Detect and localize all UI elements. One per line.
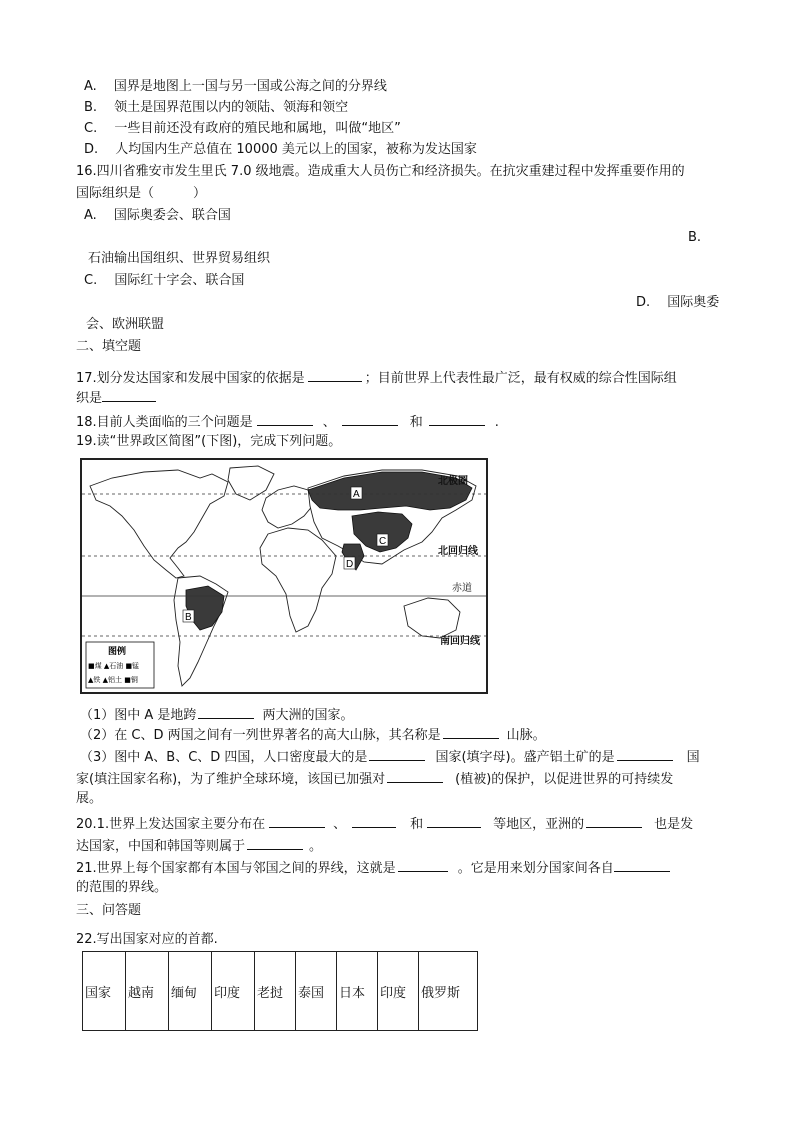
q19-sub3-line1: [80, 746, 700, 767]
q19-sub1-blank[interactable]: [198, 704, 254, 719]
table-cell: 日本: [337, 952, 378, 1031]
table-cell: 缅甸: [169, 952, 212, 1031]
q19-sub3-blank-3[interactable]: [387, 768, 443, 783]
q20-line1: [76, 813, 693, 834]
q19-sub2-text-1: （2）在 C、D 两国之间有一列世界著名的高大山脉，其名称是: [80, 728, 441, 743]
q15-option-c: C. 一些目前还没有政府的殖民地和属地，叫做“地区”: [84, 121, 401, 136]
north-america-shape: [90, 470, 228, 578]
q19-sub2-text-2: 山脉。: [506, 728, 546, 743]
table-cell: 越南: [126, 952, 169, 1031]
q16-stem-line2: 国际组织是（ ）: [76, 186, 207, 201]
q17-text-3: 织是: [76, 391, 103, 406]
capital-table: [82, 951, 478, 1031]
q20-text-3: 和: [410, 817, 424, 832]
q18-text-1: 18.目前人类面临的三个问题是: [76, 415, 253, 430]
q20-text-1: 20.1.世界上发达国家主要分布在: [76, 817, 266, 832]
label-tropic-of-cancer: 北回归线: [438, 546, 478, 557]
map-svg: [82, 460, 486, 692]
q19-sub3-text-5: (植被)的保护，以促进世界的可持续发: [455, 772, 674, 787]
q21-text-2: 。它是用来划分国家间各自: [457, 861, 614, 876]
q18-line: [76, 411, 499, 432]
q19-sub3-blank-2[interactable]: [617, 746, 673, 761]
map-label-a: A: [353, 489, 360, 500]
q20-text-6: 达国家，中国和韩国等则属于: [76, 839, 246, 854]
q19-sub2-blank[interactable]: [443, 724, 499, 739]
q17-blank-1[interactable]: [308, 367, 362, 382]
q19-sub1: [80, 704, 353, 725]
q18-blank-2[interactable]: [342, 411, 398, 426]
table-row: [83, 952, 478, 1031]
label-equator: 赤道: [452, 583, 472, 594]
q17-blank-2[interactable]: [102, 387, 156, 402]
section-qa-heading: 三、问答题: [76, 903, 142, 918]
q19-sub3-line3: 展。: [76, 791, 103, 806]
map-legend: [86, 642, 154, 688]
q18-blank-3[interactable]: [429, 411, 485, 426]
table-cell: 泰国: [296, 952, 337, 1031]
q21-blank-2[interactable]: [614, 857, 670, 872]
q20-blank-2[interactable]: [352, 813, 396, 828]
q16-option-a: A. 国际奥委会、联合国: [84, 208, 231, 223]
q21-line1: [76, 857, 670, 878]
q21-line2: 的范围的界线。: [76, 880, 168, 895]
q20-blank-1[interactable]: [269, 813, 325, 828]
q18-blank-1[interactable]: [257, 411, 313, 426]
map-label-b: B: [185, 612, 192, 623]
q16-stem-line1: 16.四川省雅安市发生里氏 7.0 级地震。造成重大人员伤亡和经济损失。在抗灾重建过程中发挥重要作用的: [76, 164, 685, 179]
q22-title: 22.写出国家对应的首都.: [76, 932, 218, 947]
q17-line2: [76, 387, 156, 408]
q17-text-1: 17.划分发达国家和发展中国家的依据是: [76, 371, 305, 386]
q20-text-2: 、: [333, 817, 347, 832]
table-cell: 俄罗斯: [419, 952, 478, 1031]
map-label-c: C: [379, 536, 387, 547]
q19-sub3-line2: [76, 768, 673, 789]
q19-sub3-blank-1[interactable]: [369, 746, 425, 761]
legend-row-1: ■煤 ▲石油 ■锰: [88, 662, 140, 670]
q19-sub1-text-2: 两大洲的国家。: [262, 708, 354, 723]
q20-blank-3[interactable]: [427, 813, 481, 828]
q19-sub3-text-4: 家(填注国家名称)，为了维护全球环境，该国已加强对: [76, 772, 386, 787]
q21-blank-1[interactable]: [398, 857, 448, 872]
q16-option-c: C. 国际红十字会、联合国: [84, 273, 245, 288]
q16-option-b-label: B.: [688, 230, 702, 245]
q19-sub1-text-1: （1）图中 A 是地跨: [80, 708, 197, 723]
q19-intro: 19.读“世界政区简图”(下图)，完成下列问题。: [76, 434, 342, 449]
q15-option-b: B. 领土是国界范围以内的领陆、领海和领空: [84, 100, 349, 115]
q20-blank-4[interactable]: [586, 813, 642, 828]
q19-sub2: [80, 724, 546, 745]
q16-option-d-text: 会、欧洲联盟: [86, 317, 165, 332]
q20-text-7: 。: [309, 839, 323, 854]
q21-text-1: 21.世界上每个国家都有本国与邻国之间的界线，这就是: [76, 861, 396, 876]
greenland-shape: [228, 466, 274, 500]
q15-option-d: D. 人均国内生产总值在 10000 美元以上的国家，被称为发达国家: [84, 142, 477, 157]
q20-blank-5[interactable]: [247, 835, 303, 850]
africa-shape: [260, 528, 336, 632]
q18-text-4: .: [494, 415, 499, 430]
q15-option-a: A. 国界是地图上一国与另一国或公海之间的分界线: [84, 79, 387, 94]
q18-text-3: 和: [409, 415, 423, 430]
q19-sub3-text-3: 国: [686, 750, 700, 765]
table-cell: 国家: [83, 952, 126, 1031]
q20-line2: [76, 835, 322, 856]
table-cell: 老挝: [255, 952, 296, 1031]
q19-sub3-text-1: （3）图中 A、B、C、D 四国，人口密度最大的是: [80, 750, 368, 765]
europe-shape: [262, 486, 314, 528]
q17-text-2: ；目前世界上代表性最广泛，最有权威的综合性国际组: [364, 371, 677, 386]
label-arctic-circle: 北极圈: [438, 476, 468, 487]
label-tropic-of-capricorn: 南回归线: [440, 636, 480, 647]
australia-shape: [404, 598, 460, 638]
q20-text-4: 等地区，亚洲的: [493, 817, 585, 832]
world-political-map: [80, 458, 488, 694]
q16-option-d-label: D. 国际奥委: [636, 295, 720, 310]
legend-title: 图例: [108, 647, 127, 657]
q17-line1: [76, 367, 677, 388]
section-fill-in-heading: 二、填空题: [76, 339, 142, 354]
table-cell: 印度: [378, 952, 419, 1031]
q16-option-b-text: 石油输出国组织、世界贸易组织: [88, 251, 271, 266]
map-label-d: D: [346, 559, 354, 570]
q19-sub3-text-2: 国家(填字母)。盛产铝土矿的是: [435, 750, 615, 765]
legend-row-2: ▲铁 ▲铝土 ■铜: [88, 676, 138, 684]
table-cell: 印度: [212, 952, 255, 1031]
q18-text-2: 、: [322, 415, 336, 430]
q20-text-5: 也是发: [654, 817, 694, 832]
